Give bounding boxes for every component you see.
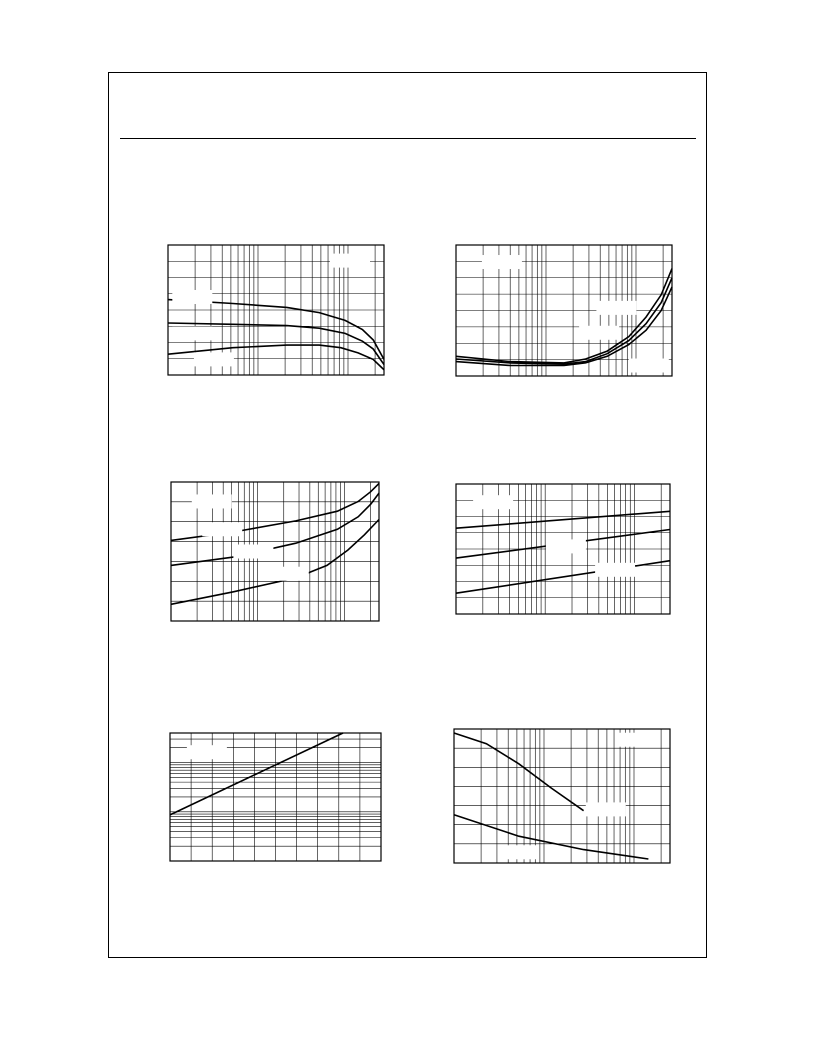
chart-1	[168, 245, 384, 375]
label-box	[546, 539, 586, 553]
chart-6	[454, 729, 670, 863]
series-bot-line	[456, 561, 670, 594]
series-top-line	[456, 511, 670, 528]
series-top-line	[171, 483, 379, 540]
label-box	[187, 745, 227, 759]
series-b-line	[456, 278, 672, 364]
label-box	[595, 563, 635, 577]
label-box	[194, 352, 234, 366]
label-box	[172, 290, 212, 304]
label-box	[616, 733, 656, 747]
label-box	[172, 326, 212, 340]
label-box	[330, 254, 370, 268]
label-box	[482, 255, 522, 269]
label-box	[202, 522, 242, 536]
label-box	[629, 359, 669, 373]
label-box	[579, 326, 619, 340]
series-low-line	[454, 815, 648, 859]
label-box	[473, 495, 513, 509]
label-box	[192, 494, 232, 508]
header-rule	[120, 138, 696, 139]
series-a-line	[456, 269, 672, 363]
label-box	[586, 802, 626, 816]
chart-5	[170, 733, 381, 861]
label-box	[596, 301, 636, 315]
label-box	[233, 545, 273, 559]
chart-4	[456, 484, 670, 614]
series-fall-line	[454, 733, 584, 811]
label-box	[499, 845, 539, 859]
label-box	[269, 567, 309, 581]
series-c-line	[456, 287, 672, 366]
chart-2	[456, 245, 672, 376]
chart-3	[171, 482, 379, 621]
